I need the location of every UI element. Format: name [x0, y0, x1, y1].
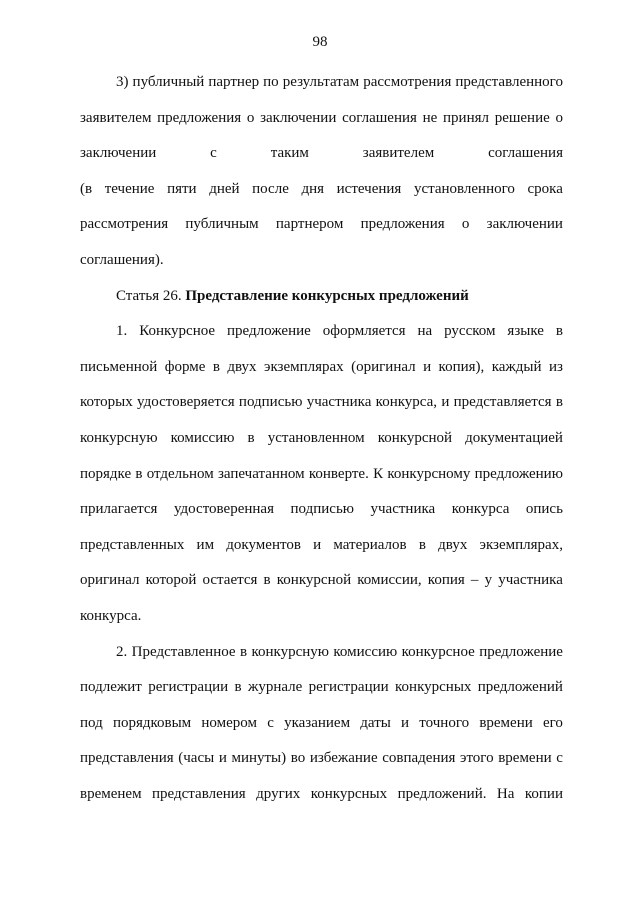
word: представленного [455, 74, 563, 90]
text-line [80, 317, 563, 353]
word: во [290, 750, 306, 767]
word: времени [498, 750, 552, 767]
word: с [267, 714, 274, 731]
word: представления [80, 750, 174, 767]
word: – [470, 572, 479, 589]
word: участника [306, 394, 372, 411]
word: пяти [167, 180, 197, 197]
word: двух [438, 536, 468, 553]
word: с [556, 750, 563, 767]
text-line [80, 673, 563, 709]
word: форме [164, 358, 206, 375]
word: заключении [260, 109, 337, 126]
word: в [555, 394, 563, 411]
word: представляется [453, 394, 552, 411]
word: из [548, 358, 563, 375]
word: материалов [333, 536, 407, 553]
word: прилагается [80, 501, 158, 518]
word: оформляется [322, 323, 406, 340]
word: Конкурсное [139, 323, 216, 340]
word: предложение [227, 323, 311, 340]
text-line [80, 495, 563, 531]
word: и [423, 358, 432, 375]
word: (оригинал [351, 358, 416, 375]
word: соглашения [488, 145, 563, 162]
word: отдельном [146, 465, 214, 482]
word: истечения [336, 180, 402, 197]
word: течение [104, 180, 155, 197]
word: конкурсную [251, 643, 329, 660]
word: и [441, 394, 450, 411]
word: номером [201, 714, 257, 731]
word: конверте. [308, 465, 369, 482]
word: Представленное [131, 643, 236, 660]
word: этого [460, 750, 494, 767]
text-line [80, 175, 563, 211]
text-line: соглашения). [80, 251, 164, 268]
text-line [80, 388, 563, 424]
word: экземплярах, [479, 536, 563, 553]
document-body [80, 68, 563, 815]
word: журнале [247, 679, 303, 696]
word: заявителем [362, 145, 435, 162]
article-heading [80, 282, 563, 318]
word: под [80, 714, 103, 731]
page-number: 98 [312, 34, 328, 50]
word: о [461, 216, 470, 233]
word: копии [524, 785, 563, 802]
text-line [80, 210, 563, 246]
word: (часы [178, 750, 215, 767]
word: копия [427, 572, 465, 589]
word: комиссии, [357, 572, 422, 589]
text-line [80, 353, 563, 389]
text-line [80, 531, 563, 567]
word: конкурсных [310, 785, 388, 802]
word: в [135, 465, 143, 482]
word: дня [301, 180, 325, 197]
word: русском [444, 323, 496, 340]
word: 1. [116, 323, 128, 340]
article-number: Статья 26. [116, 287, 182, 304]
word: установленном [267, 429, 365, 446]
word: предложение [479, 643, 563, 660]
word: конкурса, [375, 394, 438, 411]
word: запечатанном [217, 465, 305, 482]
word: и [313, 536, 322, 553]
word: представленных [80, 536, 185, 553]
word: подлежит [80, 679, 142, 696]
word: двух [227, 358, 257, 375]
text-line [80, 709, 563, 745]
word: заключении [486, 216, 563, 233]
word: публичный [132, 74, 205, 90]
text-line [80, 638, 563, 674]
word: конкурсной [377, 429, 453, 446]
text-line [80, 104, 563, 140]
word: таким [270, 145, 309, 162]
word: установленного [413, 180, 515, 197]
word: предложению [474, 465, 563, 482]
word: им [196, 536, 215, 553]
word: минуты) [231, 750, 287, 767]
word: в [212, 358, 220, 375]
word: других [256, 785, 301, 802]
word: указанием [284, 714, 351, 731]
word: в [247, 429, 255, 446]
word: документов [226, 536, 301, 553]
word: рассмотрения [363, 74, 452, 90]
word: заключении [80, 145, 157, 162]
word: временем [80, 785, 142, 802]
word: На [496, 785, 515, 802]
text-line [80, 68, 563, 104]
word: даты [360, 714, 391, 731]
word: участника [370, 501, 436, 518]
text-line: конкурса. [80, 607, 142, 624]
word: принял [443, 109, 489, 126]
word: комиссию [170, 429, 235, 446]
word: 3) [116, 74, 129, 90]
word: (в [80, 180, 93, 197]
word: копия), [438, 358, 485, 375]
word: документацией [465, 429, 563, 446]
word: удостоверенная [173, 501, 274, 518]
word: после [252, 180, 289, 197]
word: на [417, 323, 433, 340]
word: партнером [275, 216, 344, 233]
word: предложения [360, 216, 445, 233]
word: которых [80, 394, 133, 411]
word: в [239, 643, 248, 660]
word: подписью [290, 501, 354, 518]
word: о [246, 109, 255, 126]
text-line [80, 139, 563, 175]
word: которой [145, 572, 197, 589]
word: комиссию [333, 643, 398, 660]
word: 2. [116, 643, 128, 660]
word: о [555, 109, 563, 126]
word: конкурса [451, 501, 510, 518]
word: К [373, 465, 384, 482]
word: соглашения [342, 109, 417, 126]
word: конкурсное [401, 643, 475, 660]
word: в [234, 679, 242, 696]
word: срока [527, 180, 563, 197]
word: точного [419, 714, 470, 731]
word: представления [152, 785, 246, 802]
text-line [80, 780, 563, 816]
word: не [422, 109, 438, 126]
word: конкурсной [276, 572, 352, 589]
word: участника [498, 572, 563, 589]
word: предложений. [397, 785, 487, 802]
word: регистрации [308, 679, 389, 696]
word: регистрации [148, 679, 229, 696]
word: письменной [80, 358, 158, 375]
word: конкурсных [395, 679, 472, 696]
word: и [401, 714, 410, 731]
word: результатам [282, 74, 360, 90]
word: опись [525, 501, 563, 518]
word: в [263, 572, 271, 589]
word: конкурсному [387, 465, 471, 482]
word: его [542, 714, 563, 731]
text-line [80, 460, 563, 496]
word: у [484, 572, 493, 589]
text-line [80, 744, 563, 780]
word: в [555, 323, 563, 340]
text-line [80, 566, 563, 602]
word: и [218, 750, 227, 767]
word: по [263, 74, 279, 90]
word: языке [507, 323, 544, 340]
word: публичным [185, 216, 259, 233]
word: удостоверяется [137, 394, 235, 411]
word: конкурсную [80, 429, 158, 446]
word: с [210, 145, 217, 162]
word: каждый [491, 358, 542, 375]
word: остается [202, 572, 258, 589]
word: совпадения [382, 750, 456, 767]
word: рассмотрения [80, 216, 169, 233]
word: предложения [157, 109, 242, 126]
word: предложений [477, 679, 563, 696]
word: подписью [238, 394, 303, 411]
text-line [80, 424, 563, 460]
word: в [418, 536, 426, 553]
word: партнер [208, 74, 260, 90]
word: порядке [80, 465, 132, 482]
word: порядковым [112, 714, 192, 731]
word: дней [209, 180, 240, 197]
word: избежание [309, 750, 378, 767]
word: заявителем [80, 109, 152, 126]
article-title: Представление конкурсных предложений [185, 287, 469, 304]
word: времени [479, 714, 533, 731]
word: решение [494, 109, 550, 126]
word: оригинал [80, 572, 140, 589]
word: экземплярах [264, 358, 344, 375]
